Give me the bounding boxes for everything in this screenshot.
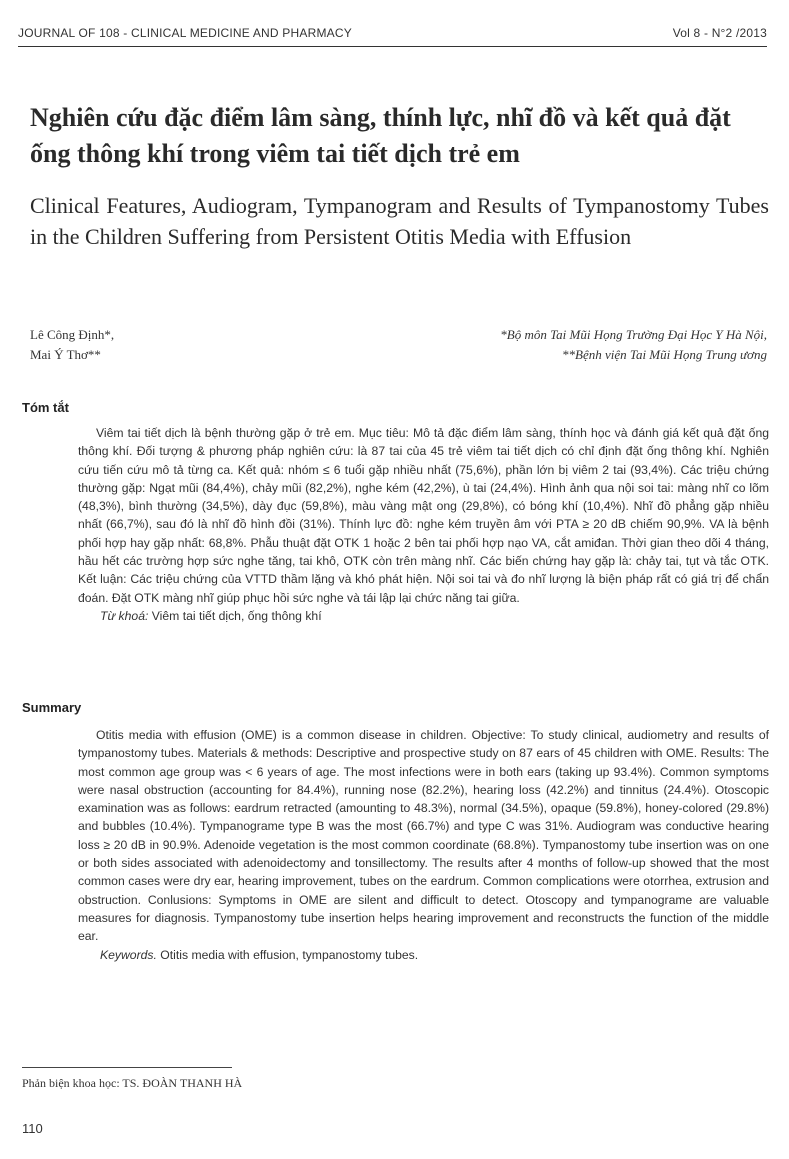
summary-abstract: [78, 726, 769, 964]
reviewer-note: Phản biện khoa học: TS. ĐOÀN THANH HÀ: [22, 1076, 243, 1090]
running-header: [18, 26, 767, 40]
tomtat-keywords-text: Viêm tai tiết dịch, ống thông khí: [151, 608, 322, 623]
summary-keywords: [78, 946, 769, 964]
summary-keywords-text: Otitis media with effusion, tympanostomy tubes.: [160, 947, 419, 962]
footnote-rule: [22, 1067, 232, 1068]
summary-body: Otitis media with effusion (OME) is a common disease in children. Objective: To study clinical, audiometry and results of tympanostomy tubes. Materials & methods: Descriptive and prospective study on 87 ears of 45 children with OME. Results: The most common age group was < 6 years of age. The most infections were in both ears (taking up 93.4%). Common symptoms were nasal obstruction (accounting for 84.4%), running nose (82.2%), hearing loss (42.2%) and tinnitus (24.4%). Otoscopic examination was as follows: eardrum retracted (amounting to 48.3%), normal (34.5%), opaque (59.8%), honey-colored (29.8%) and bubbles (10.4%). Tympanograme type B was the most (66.7%) and type C was 31%. Audiogram was conductive hearing loss ≥ 20 dB in 90.9%. Adenoide vegetation is the most common coordinate (68.8%). Tympanostomy tube insertion was on one or both sides associated with adenoidectomy and tonsillectomy. The results after 4 months of follow-up showed that the most common cases were dry ear, hearing improvement, tubes on the eardrum. Common complications were otorrhea, extrusion and obstruction. Conlusions: Symptoms in OME are silent and difficult to detect. Otoscopy and tympanograme are valuable measures for diagnosis. Tympanostomy tube insertion helps hearing improvement and reconstructs the function of the middle ear.: [78, 728, 769, 944]
affiliation-2: **Bệnh viện Tai Mũi Họng Trung ương: [562, 347, 767, 362]
tomtat-body: Viêm tai tiết dịch là bệnh thường gặp ở trẻ em. Mục tiêu: Mô tả đặc điểm lâm sàng, thính học và đánh giá kết quả đặt ống thông khí. Đối tượng & phương pháp nghiên cứu: là 87 tai của 45 trẻ viêm tai tiết dịch có chỉ định đặt ống thông khí. Nghiên cứu tiến cứu mô tả từng ca. Kết quả: nhóm ≤ 6 tuổi gặp nhiều nhất (75,6%), phần lớn bị viêm 2 tai (93,4%). Các triệu chứng thường gặp: Ngạt mũi (84,4%), chảy mũi (82,2%), nghe kém (42,2%), ù tai (24,4%). Hình ảnh qua nội soi tai: màng nhĩ co lõm (48,3%), bình thường (34,5%), dày đục (59,8%), màu vàng mật ong (29,8%), có bóng khí (10,4%). Nhĩ đồ phẳng gặp nhiều nhất (66,7%), sau đó là nhĩ đồ hình đồi (31%). Thính lực đồ: nghe kém truyền âm với PTA ≥ 20 dB chiếm 90,9%. VA là bệnh phối hợp hay gặp nhất: 68,8%. Phẫu thuật đặt OTK 1 hoặc 2 bên tai phối hợp nạo VA, cắt amiđan. Thời gian theo dõi 4 tháng, hầu hết các trường hợp sức nghe tăng, tai khô, OTK còn trên màng nhĩ. Các biến chứng hay gặp là: chảy tai, tụt và tắc OTK. Kết luận: Các triệu chứng của VTTD thầm lặng và khó phát hiện. Nội soi tai và đo nhĩ lượng là biện pháp rất có giá trị để chẩn đoán. Đặt OTK màng nhĩ giúp phục hồi sức nghe và tái lập lại chức năng tai giữa.: [78, 426, 769, 605]
tomtat-heading: Tóm tắt: [22, 400, 69, 415]
author-2: Mai Ý Thơ**: [30, 347, 101, 362]
summary-keywords-label: Keywords.: [100, 947, 157, 962]
author-1: Lê Công Định*,: [30, 327, 115, 342]
title-vietnamese: Nghiên cứu đặc điểm lâm sàng, thính lực, nhĩ đồ và kết quả đặt ống thông khí trong viêm tai tiết dịch trẻ em: [30, 103, 731, 168]
title-english: Clinical Features, Audiogram, Tympanogram and Results of Tympanostomy Tubes in the Children Suffering from Persistent Otitis Media with Effusion: [30, 193, 769, 249]
author-list: [30, 325, 114, 365]
header-rule: [18, 46, 767, 47]
tomtat-abstract: [78, 424, 769, 625]
summary-heading: Summary: [22, 700, 82, 715]
journal-name: JOURNAL OF 108 - CLINICAL MEDICINE AND PHARMACY: [18, 26, 352, 40]
page-number: 110: [22, 1121, 43, 1136]
tomtat-keywords-label: Từ khoá:: [100, 608, 149, 623]
affiliation-list: [500, 325, 767, 365]
tomtat-keywords: [78, 607, 769, 625]
volume-issue: Vol 8 - N°2 /2013: [672, 26, 767, 40]
affiliation-1: *Bộ môn Tai Mũi Họng Trường Đại Học Y Hà Nội,: [500, 327, 767, 342]
